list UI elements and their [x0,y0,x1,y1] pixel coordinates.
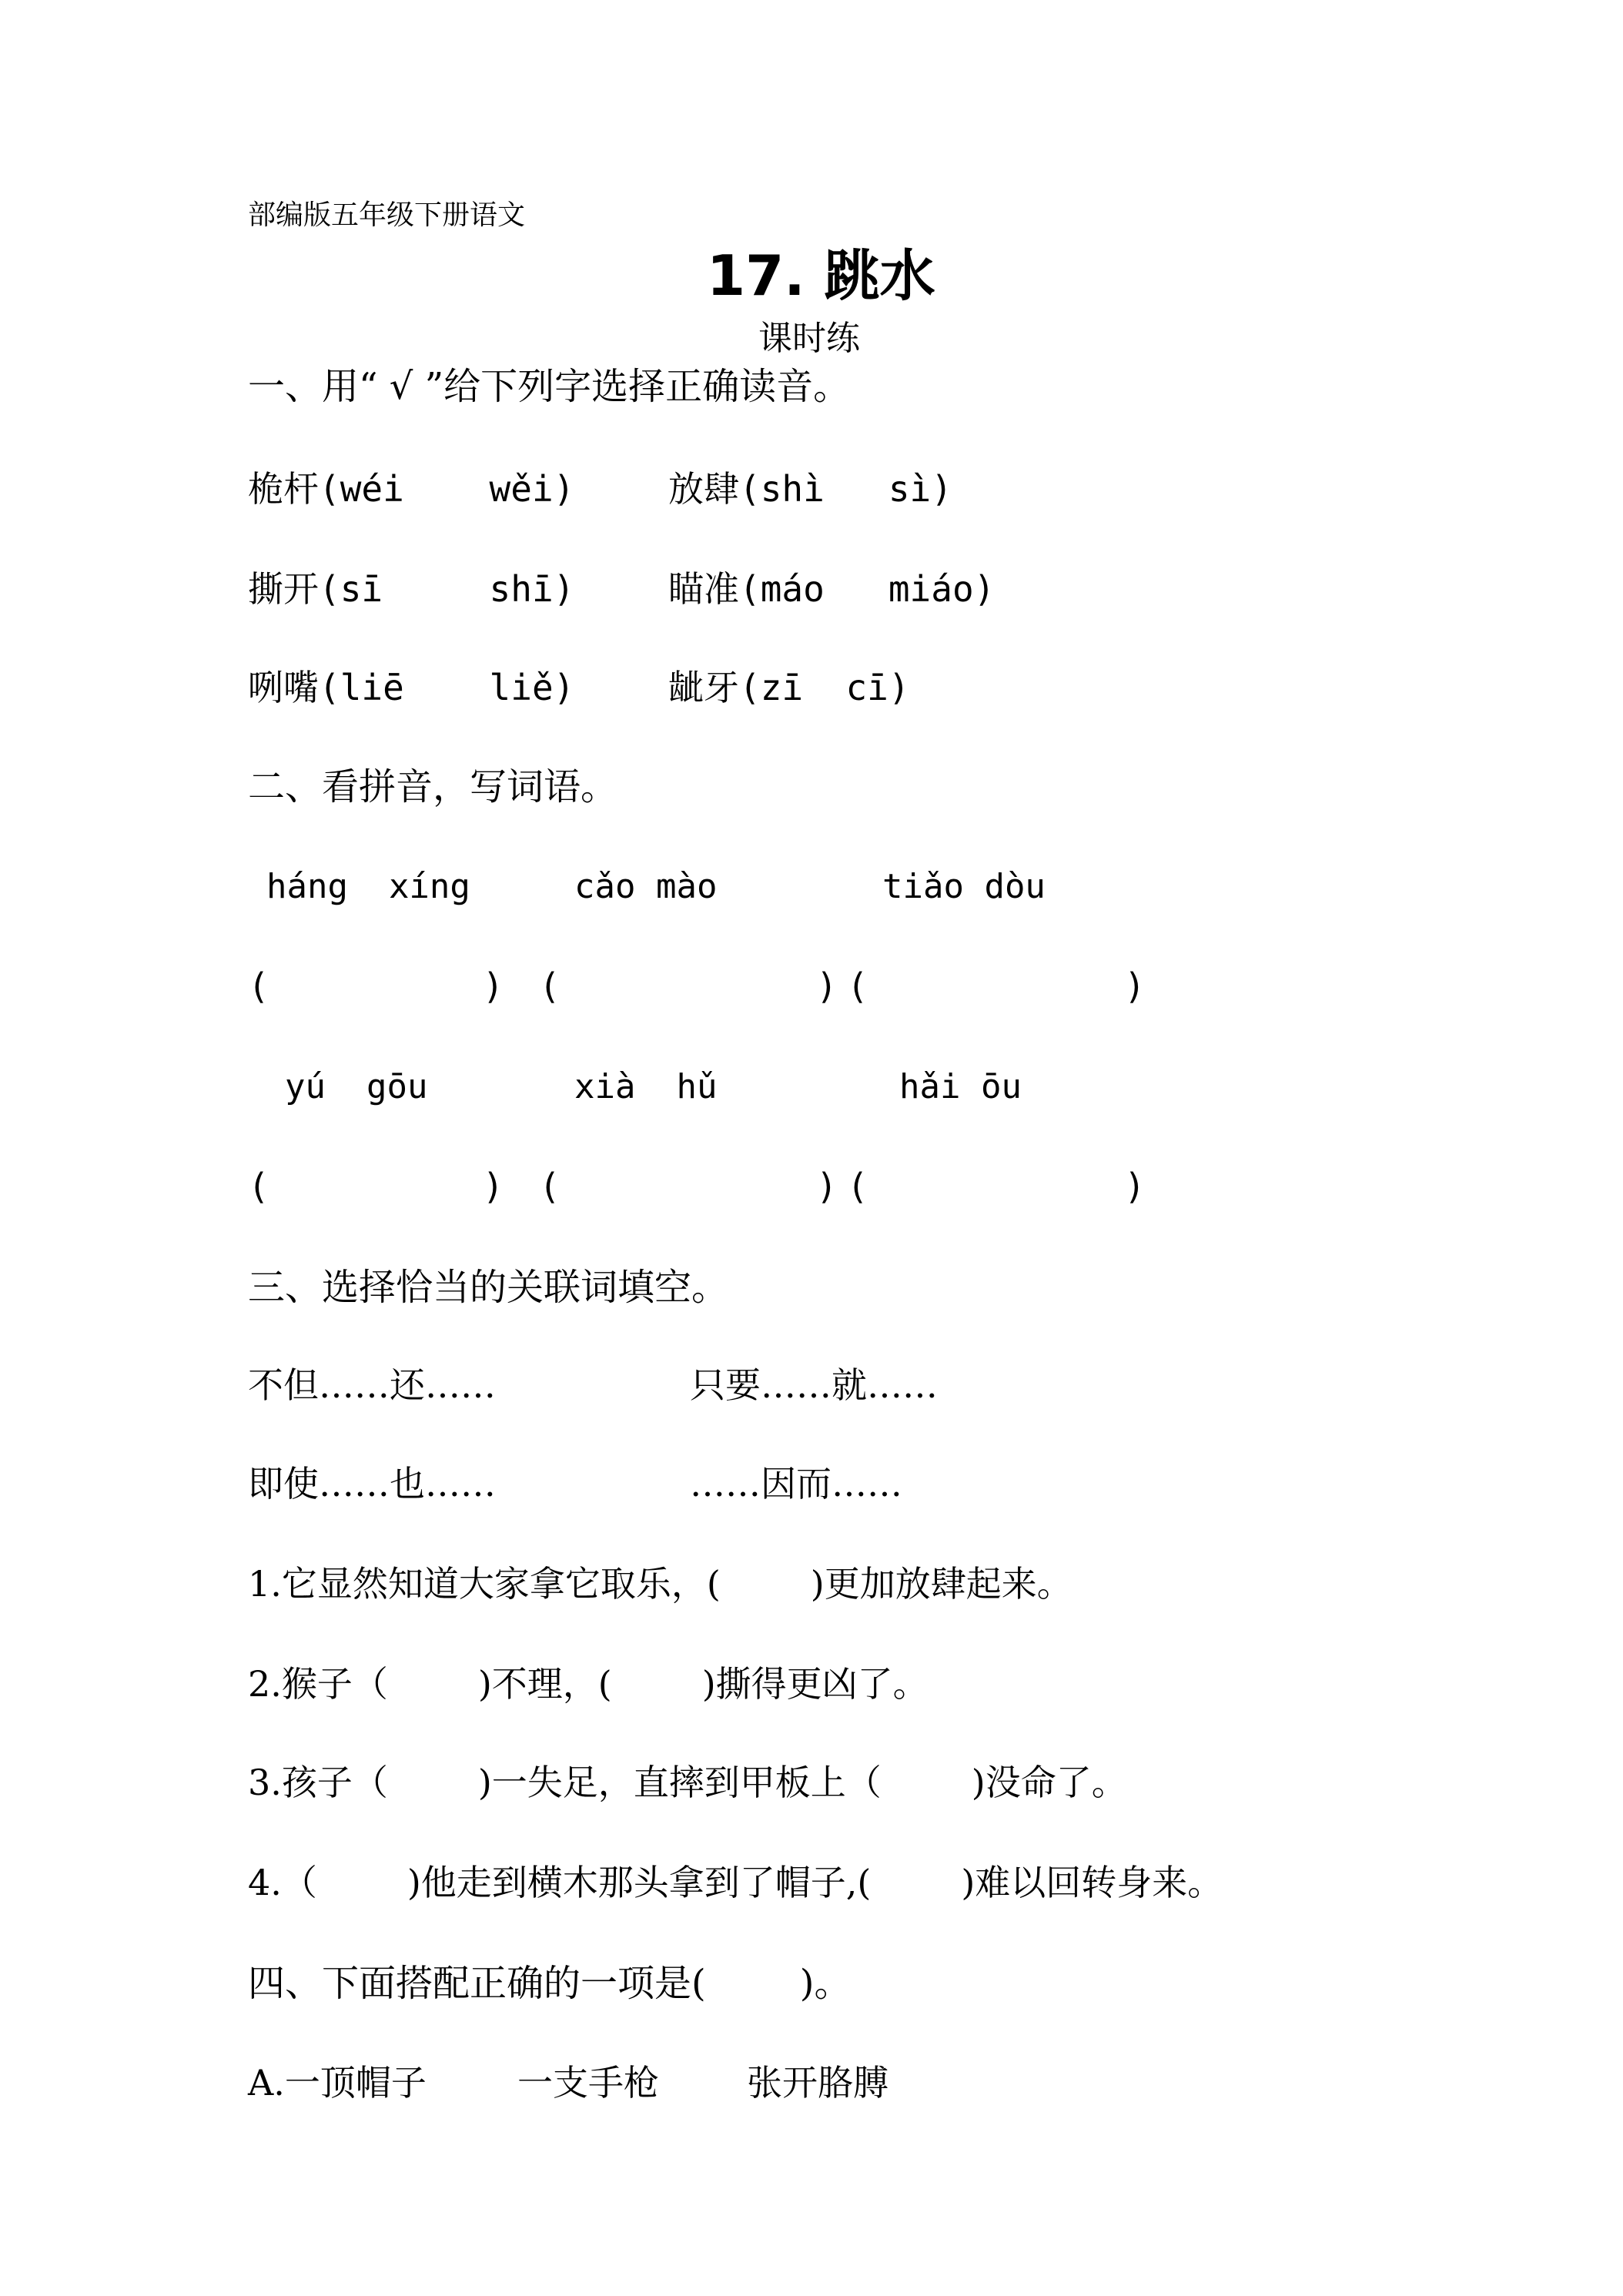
pinyin-item: hǎi ōu [899,1067,1022,1106]
pronunciation-item: 瞄准(máo miáo) [668,568,996,610]
answer-blank: ( ) [248,1166,504,1207]
conjunction-option: 只要……就…… [690,1364,938,1406]
section1-heading: 一、用“ √ ”给下列字选择正确读音。 [248,365,851,408]
pinyin-item: yú gōu [285,1067,428,1106]
option-a-label: A.一顶帽子 [248,2062,427,2104]
pronunciation-item: 咧嘴(liē liě) [248,667,575,708]
question-4: 4.（ )他走到横木那头拿到了帽子,( )难以回转身来。 [248,1862,1223,1903]
pinyin-item: xià hǔ [574,1067,718,1106]
answer-blank: ( ) [539,1166,838,1207]
question-3: 3.孩子（ )一失足，直摔到甲板上（ )没命了。 [248,1762,1127,1803]
question-2: 2.猴子（ )不理，( )撕得更凶了。 [248,1663,929,1705]
section4-heading: 四、下面搭配正确的一项是( )。 [248,1962,852,2005]
page-title: 17. 跳水 [707,243,935,308]
option-a-item: 张开胳膊 [747,2062,888,2104]
conjunction-option: 即使……也…… [248,1463,496,1504]
pronunciation-item: 撕开(sī shī) [248,568,575,610]
pinyin-item: háng xíng [266,867,470,906]
pronunciation-item: 桅杆(wéi wěi) [248,468,575,510]
pronunciation-item: 放肆(shì sì) [668,468,952,510]
pinyin-item: tiǎo dòu [882,867,1046,906]
option-a-item: 一支手枪 [517,2062,659,2104]
question-1: 1.它显然知道大家拿它取乐，( )更加放肆起来。 [248,1563,1073,1605]
section3-heading: 三、选择恰当的关联词填空。 [248,1266,729,1309]
section2-heading: 二、看拼音，写词语。 [248,765,618,808]
conjunction-option: ……因而…… [690,1463,902,1504]
pinyin-item: cǎo mào [574,867,718,906]
answer-blank: ( ) [248,966,504,1007]
series-header: 部编版五年级下册语文 [248,199,526,231]
page-subtitle: 课时练 [758,319,860,358]
answer-blank: ( ) [847,1166,1146,1207]
conjunction-option: 不但……还…… [248,1364,496,1406]
answer-blank: ( ) [539,966,838,1007]
answer-blank: ( ) [847,966,1146,1007]
pronunciation-item: 龇牙(zī cī) [668,667,910,708]
